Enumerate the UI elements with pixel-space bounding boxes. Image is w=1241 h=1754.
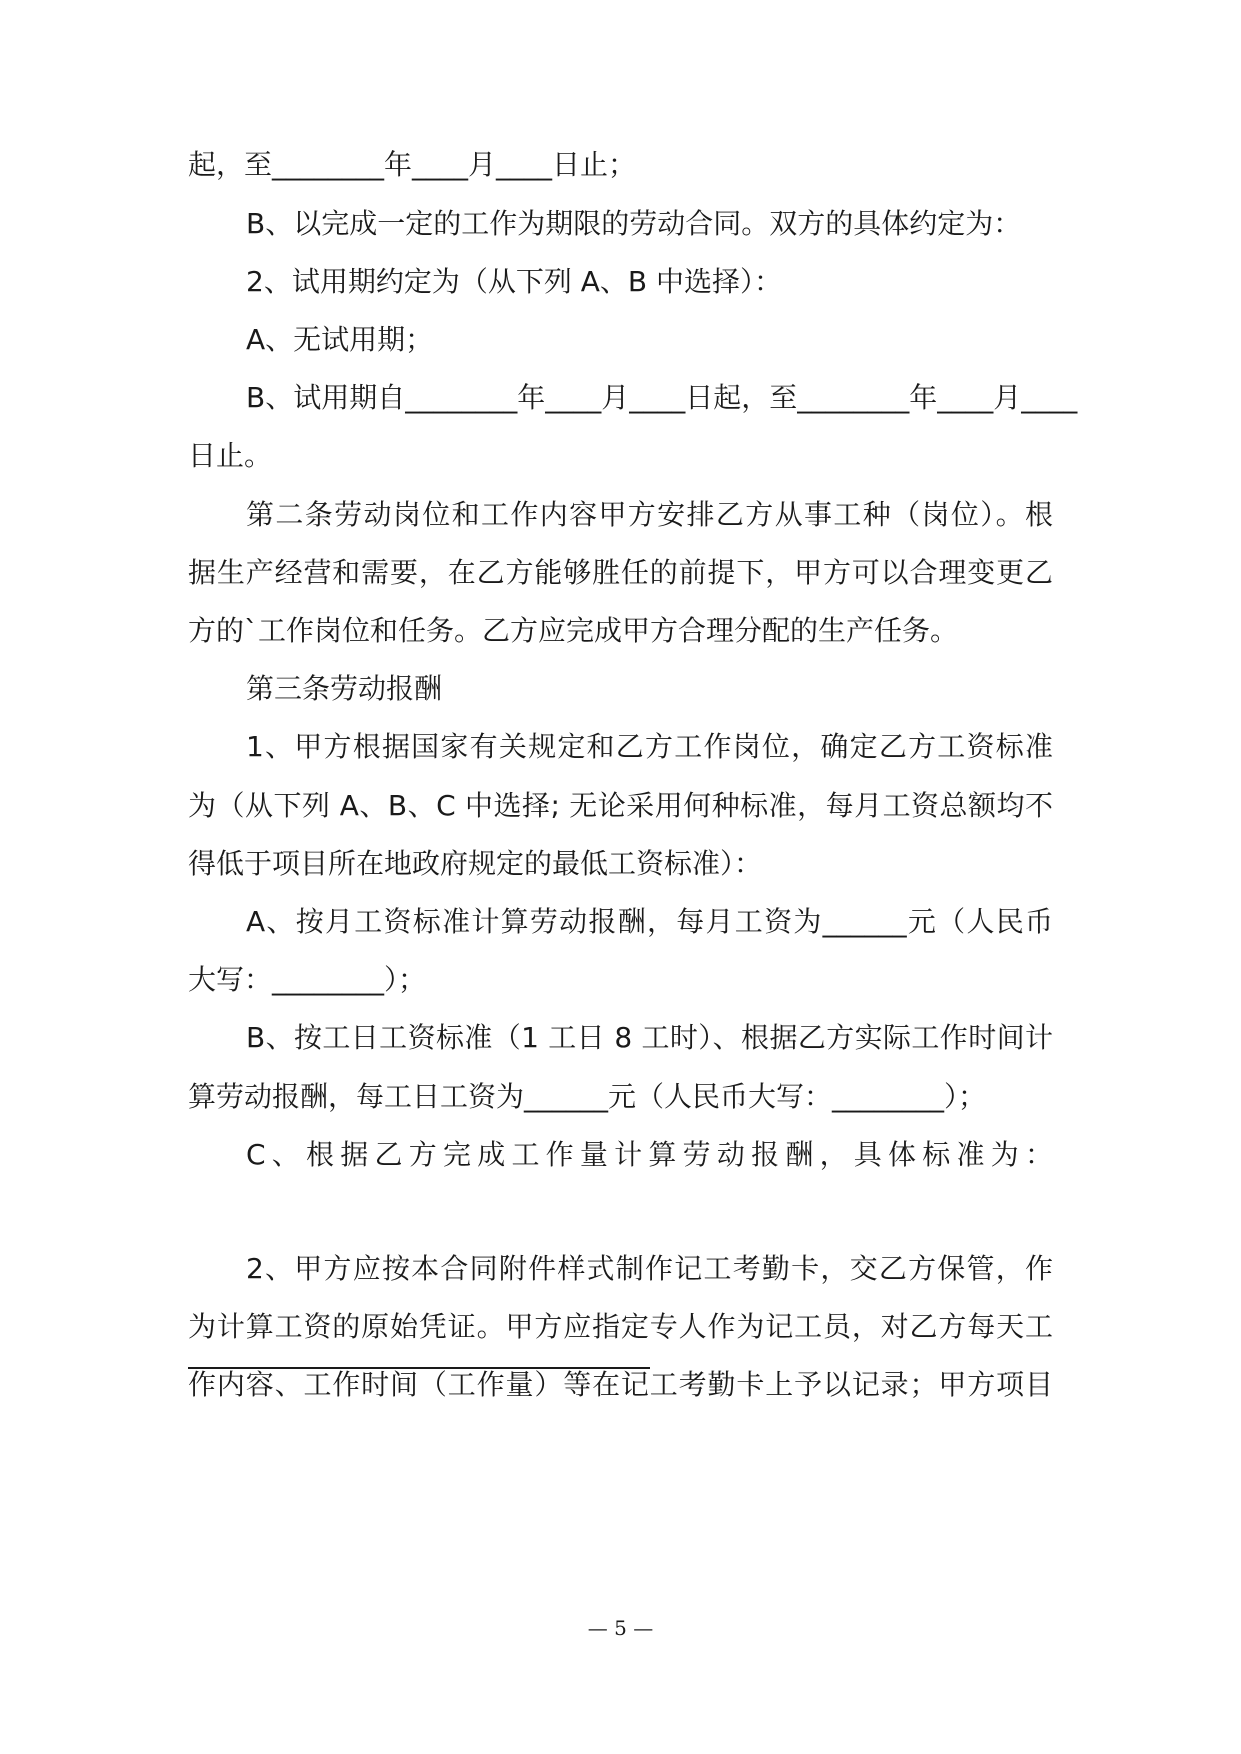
text-line: 为计算工资的原始凭证。甲方应指定专人作为记工员，对乙方每天工 xyxy=(188,1310,1053,1343)
text-line: 1、甲方根据国家有关规定和乙方工作岗位，确定乙方工资标准 xyxy=(246,730,1053,763)
text-line: C、根据乙方完成工作量计算劳动报酬，具体标准为： xyxy=(246,1138,1053,1171)
text-line: 方的`工作岗位和任务。乙方应完成甲方合理分配的生产任务。 xyxy=(188,614,959,647)
text-line: 算劳动报酬，每工日工资为______元（人民币大写：________）； xyxy=(188,1080,987,1113)
text-line: 起，至________年____月____日止； xyxy=(188,148,637,181)
text-line: 2、甲方应按本合同附件样式制作记工考勤卡，交乙方保管，作 xyxy=(246,1252,1053,1285)
text-line: B、按工日工资标准（1 工日 8 工时）、根据乙方实际工作时间计 xyxy=(246,1021,1053,1054)
section-heading: 第三条劳动报酬 xyxy=(246,672,443,705)
text-line: A、无试用期； xyxy=(246,323,434,356)
text-line: 据生产经营和需要，在乙方能够胜任的前提下，甲方可以合理变更乙 xyxy=(188,556,1053,589)
text-line: 日止。 xyxy=(188,439,273,472)
text-line: 2、试用期约定为（从下列 A、B 中选择）： xyxy=(246,265,782,298)
text-line: 得低于项目所在地政府规定的最低工资标准）： xyxy=(188,847,763,880)
text-line: B、试用期自________年____月____日起，至________年____月____ xyxy=(246,381,1078,414)
page-number: — 5 — xyxy=(587,1616,654,1640)
text-line: 大写：________）； xyxy=(188,963,427,996)
text-line: A、按月工资标准计算劳动报酬，每月工资为______元（人民币 xyxy=(246,905,1053,938)
text-line: 第二条劳动岗位和工作内容甲方安排乙方从事工种（岗位）。根 xyxy=(246,498,1053,531)
text-line: 为（从下列 A、B、C 中选择; 无论采用何种标准，每月工资总额均不 xyxy=(188,789,1053,822)
text-line: B、以完成一定的工作为期限的劳动合同。双方的具体约定为： xyxy=(246,207,1022,240)
text-line: 作内容、工作时间（工作量）等在记工考勤卡上予以记录；甲方项目 xyxy=(188,1368,1053,1401)
